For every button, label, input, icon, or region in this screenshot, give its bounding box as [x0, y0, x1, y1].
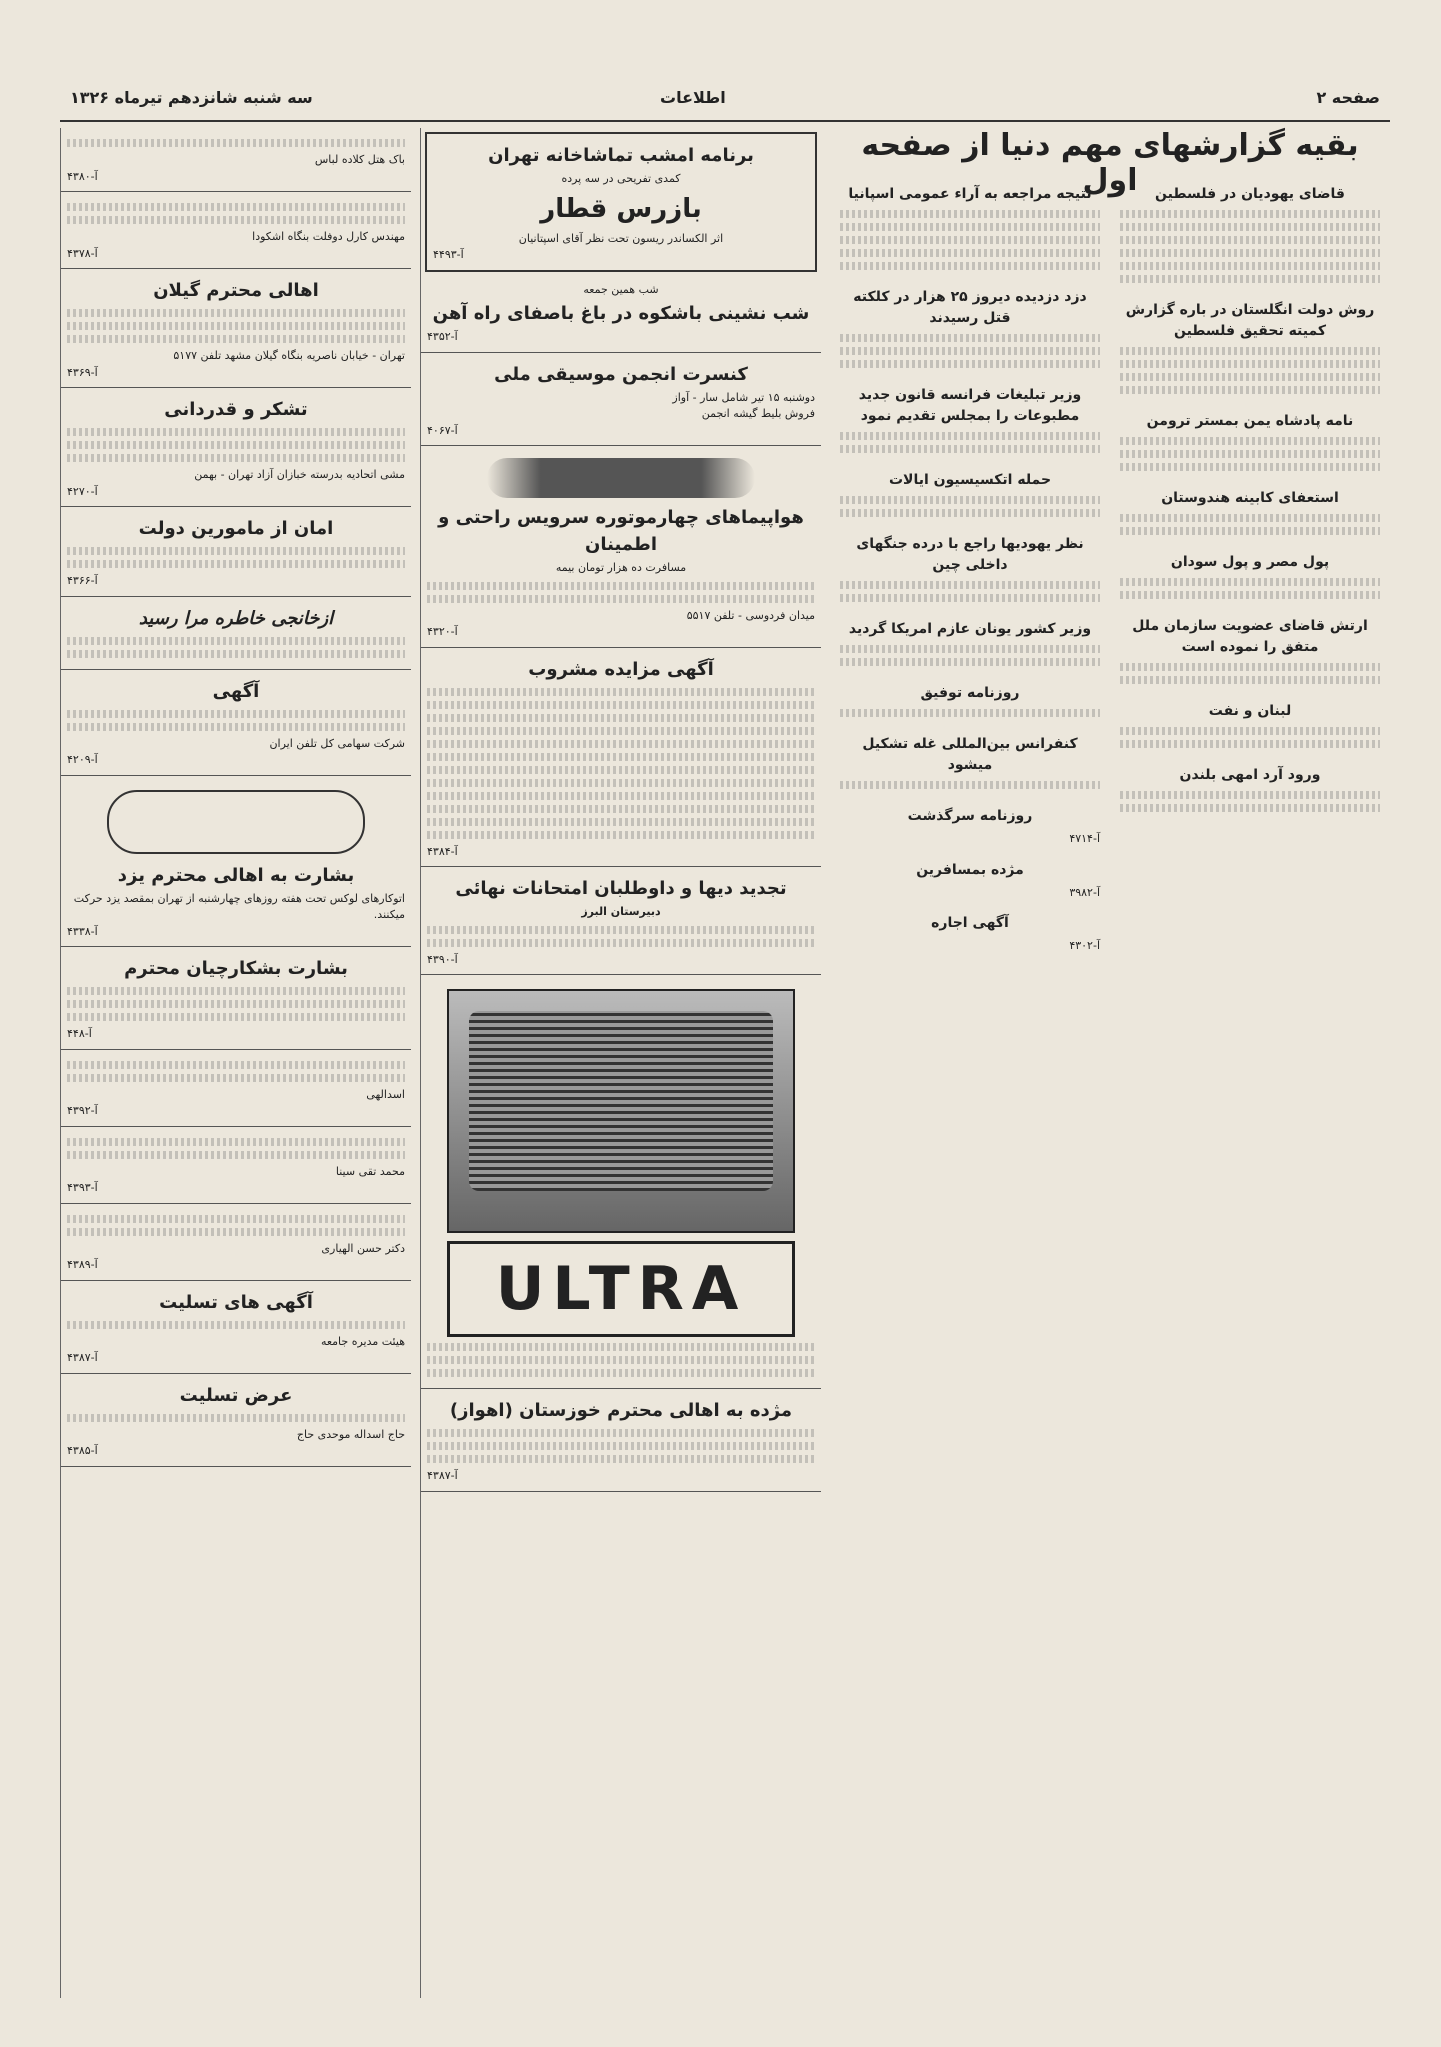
article — [834, 611, 1106, 675]
article-title: قاضای یهودیان در فلسطین — [1155, 186, 1345, 202]
ad-code: آ-۴۳۶۹ — [67, 365, 98, 379]
ad-code: آ-۴۳۵۲ — [427, 330, 458, 343]
article-title: روش دولت انگلستان در باره گزارش کمیته تحقیق فلسطین — [1125, 302, 1375, 339]
ad-title: برنامه امشب تماشاخانه تهران — [488, 145, 754, 166]
article-title: استعفای کابینه هندوستان — [1161, 490, 1339, 506]
ad-body: دکتر حسن الهیاری — [321, 1241, 405, 1255]
classified-ad — [61, 388, 411, 507]
classified-ad — [61, 1374, 411, 1467]
ad-title: بشارت بشکارچیان محترم — [124, 958, 348, 979]
ads-column-middle — [420, 128, 821, 1998]
paper-name: اطلاعات — [660, 88, 726, 107]
ad-code: آ-۴۳۹۰ — [427, 952, 458, 966]
ad-title: تجدید دیها و داوطلبان امتحانات نهائی — [455, 878, 787, 899]
ad-body: مهندس کارل دوفلت بنگاه اشکودا — [252, 230, 405, 243]
article — [1114, 608, 1386, 693]
article — [1114, 292, 1386, 403]
ad-title: شب نشینی باشکوه در باغ باصفای راه آهن — [432, 303, 810, 324]
school-ad — [421, 867, 821, 975]
concert-ad — [421, 353, 821, 447]
ad-subtitle: دوشنبه ۱۵ تیر شامل سار - آواز — [672, 390, 815, 404]
ad-title: آگهی های تسلیت — [159, 1291, 313, 1313]
ad-code: آ-۴۲۰۹ — [67, 753, 98, 766]
article — [1114, 544, 1386, 608]
ad-code: آ-۴۳۹۲ — [67, 1104, 98, 1117]
ad-main: بازرس قطار — [540, 193, 702, 224]
classified-ad — [61, 597, 411, 670]
article — [1114, 403, 1386, 480]
ad-body: محمد تقی سینا — [335, 1164, 405, 1178]
classified-ad — [61, 670, 411, 776]
ads-column-left — [60, 128, 411, 1998]
article-title: حمله اتکسیسیون ایالات — [888, 472, 1052, 488]
ad-body: مشی اتحادیه بدرسته خبازان آزاد تهران - بهمن — [194, 468, 405, 481]
article-title: مژده بمسافرین — [916, 861, 1024, 878]
ad-code: آ-۴۳۲۰ — [427, 625, 458, 638]
ad-code: آ-۴۳۸۷ — [427, 1469, 458, 1482]
article — [834, 279, 1106, 377]
classified-ad — [61, 1127, 411, 1204]
party-ad — [421, 276, 821, 353]
ad-title: بشارت به اهالی محترم یزد — [117, 864, 355, 886]
bus-ad — [61, 776, 411, 948]
ad-code: آ-۴۳۷۸ — [67, 246, 98, 260]
article-title: لبنان و نفت — [1208, 703, 1292, 719]
article-title: پول مصر و پول سودان — [1170, 554, 1330, 570]
article-title: نظر یهودیها راجع با درده جنگهای داخلی چین — [856, 536, 1084, 573]
ad-code: آ-۴۳۳۸ — [67, 924, 98, 938]
classified-ad — [61, 947, 411, 1050]
article-title: وزیر تبلیغات فرانسه قانون جدید مطبوعات را بمجلس تقدیم نمود — [858, 387, 1082, 424]
article — [1114, 176, 1386, 292]
article — [834, 852, 1106, 906]
ad-note: اثر الکساندر ریسون تحت نظر آقای اسپتانیان — [518, 231, 724, 245]
ad-code: آ-۴۴۹۳ — [433, 248, 464, 261]
ad-code: آ-۴۳۸۷ — [67, 1351, 98, 1364]
article — [1114, 480, 1386, 544]
page-number: صفحه ۲ — [1316, 88, 1380, 107]
ad-body: اتوکارهای لوکس تحت هفته روزهای چهارشنبه از تهران بمقصد یزد حرکت میکنند. — [73, 891, 405, 921]
airline-ad — [421, 446, 821, 648]
ad-title: آگهی مزایده مشروب — [528, 658, 714, 680]
ultra-brand: ULTRA — [447, 1241, 795, 1337]
ad-body: شرکت سهامی کل تلفن ایران — [269, 736, 405, 750]
ad-code: آ-۴۳۰۲ — [1069, 939, 1100, 952]
ad-code: آ-۴۴۸ — [67, 1027, 92, 1040]
ad-note: فروش بلیط گیشه انجمن — [701, 407, 815, 420]
bus-logo-icon — [107, 790, 365, 854]
news-column — [830, 176, 1390, 2046]
article-title: کنفرانس بین‌المللی غله تشکیل میشود — [862, 736, 1078, 773]
auction-ad — [421, 648, 821, 868]
ad-code: آ-۳۹۸۲ — [1069, 885, 1100, 899]
masthead — [60, 80, 1390, 122]
article — [1114, 757, 1386, 821]
article-title: ارتش قاضای عضویت سازمان ملل متفق را نموده است — [1132, 618, 1368, 655]
article — [834, 675, 1106, 726]
article — [834, 726, 1106, 798]
classified-ad — [61, 1281, 411, 1374]
article — [834, 905, 1106, 959]
classified-ad — [61, 507, 411, 597]
article — [834, 377, 1106, 462]
ad-body: اسدالهی — [366, 1087, 405, 1101]
article — [834, 462, 1106, 526]
article-title: نامه پادشاه یمن بمستر ترومن — [1146, 413, 1354, 429]
article — [834, 798, 1106, 852]
ad-title: کنسرت انجمن موسیقی ملی — [494, 363, 748, 385]
ad-code: آ-۴۳۸۰ — [67, 169, 98, 183]
classified-ad — [61, 192, 411, 269]
newspaper-page — [60, 80, 1390, 2000]
khuzestan-ad — [421, 1389, 821, 1492]
classified-ad — [61, 1204, 411, 1281]
article — [834, 176, 1106, 279]
ultra-radio-ad — [421, 975, 821, 1389]
ad-title: هواپیماهای چهارموتوره سرویس راحتی و اطمینان — [438, 507, 804, 555]
ad-code: آ-۴۳۸۹ — [67, 1258, 98, 1271]
ad-subtitle: دبیرستان البرز — [581, 905, 661, 918]
ad-body: تهران - خیابان ناصریه بنگاه گیلان مشهد تلفن ۵۱۷۷ — [173, 349, 405, 362]
news-subcolumn-right — [1110, 176, 1390, 959]
article-title: دزد دزدیده دیروز ۲۵ هزار در کلکته قتل رسیدند — [853, 289, 1087, 326]
ad-code: آ-۴۳۹۳ — [67, 1181, 98, 1194]
classified-ad — [61, 128, 411, 192]
ad-title: عرض تسلیت — [179, 1384, 293, 1406]
ad-title: امان از مامورین دولت — [138, 518, 334, 539]
ad-subtitle: مسافرت ده هزار تومان بیمه — [555, 561, 687, 574]
ad-title: اهالی محترم گیلان — [153, 280, 319, 301]
theater-ad — [425, 132, 817, 272]
article — [834, 526, 1106, 611]
ad-code: آ-۴۲۷۰ — [67, 484, 98, 498]
ad-body: هیئت مدیره جامعه — [320, 1334, 405, 1348]
article-title: آگهی اجاره — [931, 915, 1009, 931]
ad-title: ازخانجی خاطره مرا رسید — [138, 607, 334, 629]
ad-code: آ-۴۳۸۴ — [427, 844, 458, 858]
ad-body: حاج اسداله موحدی حاج — [296, 1427, 405, 1441]
ad-note: شب همین جمعه — [583, 282, 659, 296]
ad-note: میدان فردوسی - تلفن ۵۵۱۷ — [686, 608, 815, 622]
ad-body: باک هتل کلاده لباس — [314, 153, 405, 166]
ad-title: تشکر و قدردانی — [164, 399, 308, 420]
radio-image — [447, 989, 795, 1233]
page-banner: بقیه گزارشهای مهم دنیا از صفحه اول — [861, 128, 1359, 198]
ad-title: آگهی — [212, 680, 260, 702]
issue-date: سه شنبه شانزدهم تیرماه ۱۳۲۶ — [70, 88, 313, 107]
article-title: نتیجه مراجعه به آراء عمومی اسپانیا — [848, 186, 1092, 202]
article — [1114, 693, 1386, 757]
airline-wings-icon — [487, 458, 755, 498]
ad-subtitle: کمدی تفریحی در سه پرده — [561, 172, 681, 185]
news-subcolumn-left — [830, 176, 1110, 959]
ad-code: آ-۴۰۶۷ — [427, 423, 458, 437]
classified-ad — [61, 269, 411, 388]
ad-code: آ-۴۳۶۶ — [67, 574, 98, 587]
ad-code: آ-۴۳۸۵ — [67, 1444, 98, 1457]
ad-title: مژده به اهالی محترم خوزستان (اهواز) — [449, 1400, 793, 1421]
article-title: روزنامه سرگذشت — [907, 808, 1033, 824]
ad-code: آ-۴۷۱۴ — [1069, 832, 1100, 845]
article-title: ورود آرد امهی بلندن — [1179, 767, 1321, 783]
article-title: روزنامه توفیق — [920, 685, 1020, 701]
article-title: وزیر کشور یونان عازم امریکا گردید — [848, 621, 1092, 637]
classified-ad — [61, 1050, 411, 1127]
